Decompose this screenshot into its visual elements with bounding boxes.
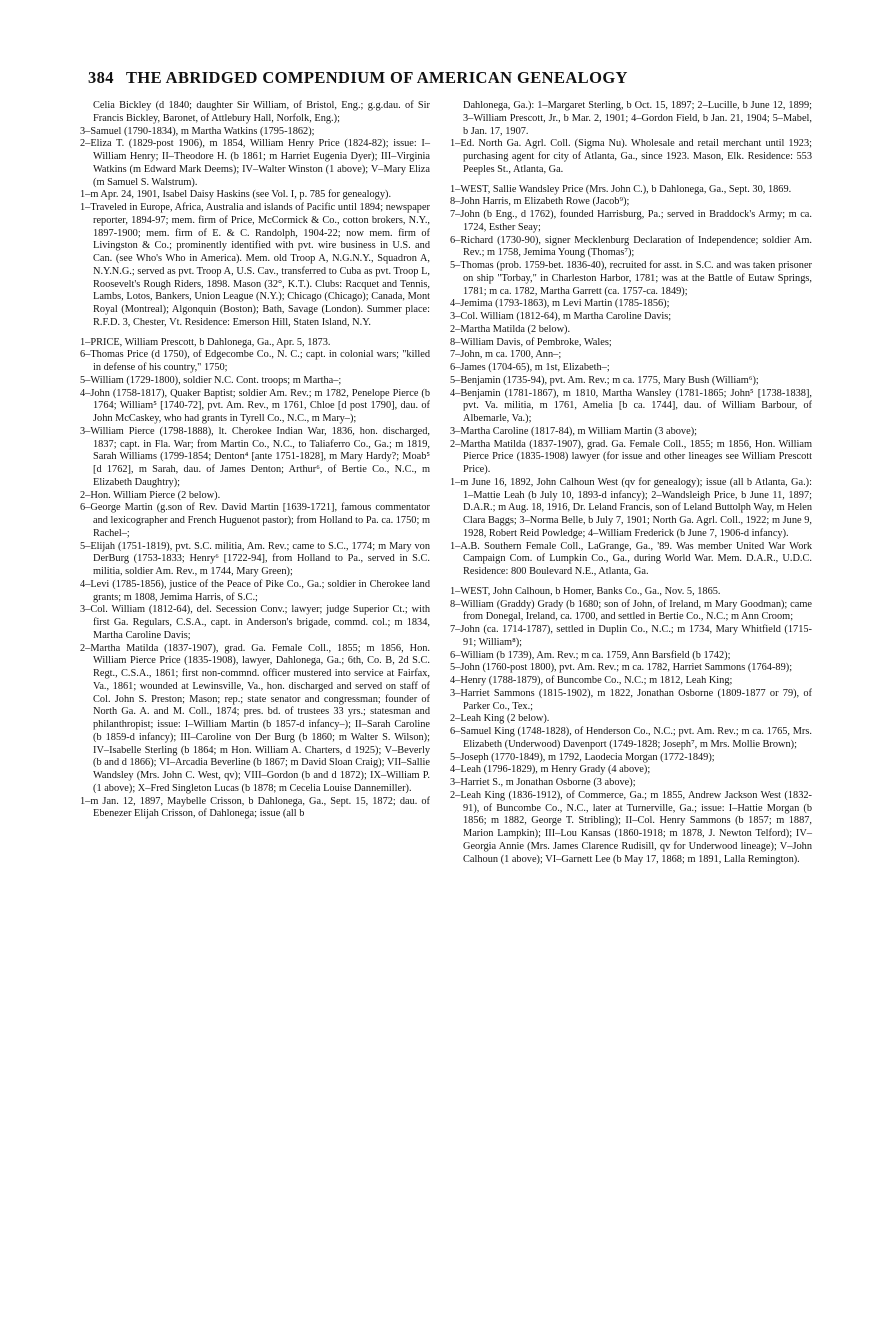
genealogy-entry: 3–Martha Caroline (1817-84), m William Martin (3 above);: [450, 425, 698, 437]
genealogy-entry: 6–Thomas Price (d 1750), of Edgecombe Co., N. C.; capt. in colonial wars; "killed in defense of his country," 1750;: [80, 349, 430, 373]
genealogy-entry: 2–Martha Matilda (2 below).: [450, 323, 571, 335]
genealogy-entry: 4–John (1758-1817), Quaker Baptist; soldier Am. Rev.; m 1782, Penelope Pierce (b 1764; William⁵ [1740-72], pvt. Am. Rev., m 1761, Chloe [d post 1790], dau. of John McCaskey, who had grants in Tyrell Co., N.C., m Mary–);: [80, 387, 430, 424]
genealogy-entry: 3–Col. William (1812-64), m Martha Caroline Davis;: [450, 311, 672, 322]
genealogy-entry: 8–William (Graddy) Grady (b 1680; son of John, of Ireland, m Mary Goodman); came from Donegal, Ireland, ca. 1700, and settled in Bertie Co., N.C.; m Ann Croom;: [450, 598, 812, 623]
running-title: THE ABRIDGED COMPENDIUM OF AMERICAN GENEALOGY: [126, 68, 628, 87]
genealogy-entry: 3–Harriet Sammons (1815-1902), m 1822, Jonathan Osborne (1809-1877 or 79), of Parker Co., Tex.;: [450, 687, 812, 712]
genealogy-entry: Dahlonega, Ga.): 1–Margaret Sterling, b Oct. 15, 1897; 2–Lucille, b June 12, 1899; 3–William Prescott, Jr., b Mar. 2, 1901; 4–Gordon Field, b Jan. 21, 1904; 5–Mabel, b Jan. 17, 1907.: [463, 100, 812, 137]
genealogy-entry: 2–Leah King (2 below).: [450, 713, 550, 725]
genealogy-entry: 1–Traveled in Europe, Africa, Australia and islands of Pacific until 1894; newspaper reporter, 1894-97; mem. firm of Price, McCormick & Co., cotton brokers, N.Y., 1897-1900; mem. firm of E. & C. Randolph, 1904-22; now mem. firm of Livingston & Co.; prominently identified with pvt. wire business in U.S. and Can. (see Who's Who in America). Mem. old Troop A, N.G.N.Y., Squadron A, N.Y.N.G.; served as pvt. Troop A, U.S. Cav., transferred to Cuba as pvt. Troop L, Roosevelt's Rough Riders, 1898. Mason (32°, K.T.). Clubs: Racquet and Tennis, Lambs, Lotos, Bankers, Union League (N.Y.); Chicago (Chicago); Canada, Mont Royal (Montreal); Algonquin (Boston); Bath, Savage (London). Summer place: R.F.D. 3, Chester, Vt. Residence: Emerson Hill, Staten Island, N.Y.: [80, 202, 430, 328]
genealogy-entry: 4–Leah (1796-1829), m Henry Grady (4 above);: [450, 764, 651, 776]
page-number: 384: [88, 68, 114, 87]
genealogy-entry: 6–George Martin (g.son of Rev. David Martin [1639-1721], famous commentator and lexicographer and French Huguenot pastor); from Holland to Pa. ca. 1750; m Rachel–;: [80, 502, 430, 539]
genealogy-entry: 5–John (1760-post 1800), pvt. Am. Rev.; m ca. 1782, Harriet Sammons (1764-89);: [450, 662, 793, 674]
genealogy-entry: 1–WEST, Sallie Wandsley Price (Mrs. John C.), b Dahlonega, Ga., Sept. 30, 1869.: [450, 183, 792, 195]
genealogy-entry: 4–Henry (1788-1879), of Buncombe Co., N.C.; m 1812, Leah King;: [450, 675, 733, 686]
genealogy-entry: 4–Levi (1785-1856), justice of the Peace of Pike Co., Ga.; soldier in Cherokee land grants; m 1808, Jemima Harris, of S.C.;: [80, 578, 430, 603]
genealogy-entry: 1–m June 16, 1892, John Calhoun West (qv for genealogy); issue (all b Atlanta, Ga.): 1–Mattie Leah (b July 10, 1893-d infancy); 2–Wandsleigh Price, b June 11, 1897; D.A.R.; m Aug. 18, 1916, Dr. Leland Francis, son of Leland Buttolph Way, m Helen Clara Baggs; 3–Norma Belle, b July 7, 1901; North Ga. Agrl. Coll., 1922; m June 9, 1928, Robert Reid Powledge; 4–William Frederick (b June 7, 1906-d infancy).: [450, 476, 812, 539]
genealogy-entry: 3–William Pierce (1798-1888), lt. Cherokee Indian War, 1836, hon. discharged, 1837; capt. in Fla. War; from Martin Co., N.C., to Taliaferro Co., Ga.; m 1819, Sarah Williams (1799-1854; Denton⁴ [ante 1751-1828], m Mary Hardy?; Moab⁵ [d 1762], m Sarah, dau. of James Denton; Arthur⁶, of Bertie Co., N.C., m Elizabeth Daughtry);: [80, 425, 430, 488]
genealogy-entry: 3–Col. William (1812-64), del. Secession Conv.; lawyer; judge Superior Ct.; with first Ga. Regulars, C.S.A., capt. in Anderson's brigade, commd. col.; m 1834, Martha Caroline Davis;: [80, 604, 430, 641]
genealogy-entry: 3–Samuel (1790-1834), m Martha Watkins (1795-1862);: [80, 125, 315, 137]
genealogy-entry: 8–William Davis, of Pembroke, Wales;: [450, 336, 612, 348]
genealogy-entry: 2–Leah King (1836-1912), of Commerce, Ga.; m 1855, Andrew Jackson West (1832-91), of Buncombe Co., N.C., later at Turnerville, Ga.; issue: I–Hattie Morgan (b 1856; m 1882, George T. Stribling); II–Col. Henry Sammons (b 1857; m 1887, Marion Lampkin); III–Lou Kansas (1860-1918; m 1878, J. Newton Telford); IV–Georgia Annie (Mrs. James Clarence Rudisill, qv for Underwood lineage); V–John Calhoun (1 above); VI–Garnett Lee (b May 17, 1868; m 1891, Lalla Remington).: [450, 789, 812, 865]
genealogy-entry: 7–John (b Eng., d 1762), founded Harrisburg, Pa.; served in Braddock's Army; m ca. 1724, Esther Seay;: [450, 209, 812, 233]
genealogy-entry: 4–Jemima (1793-1863), m Levi Martin (1785-1856);: [450, 298, 670, 310]
page-header: [88, 68, 828, 92]
genealogy-entry: 1–PRICE, William Prescott, b Dahlonega, Ga., Apr. 5, 1873.: [80, 336, 331, 348]
genealogy-entry: 5–Joseph (1770-1849), m 1792, Laodecia Morgan (1772-1849);: [450, 751, 715, 763]
genealogy-entry: 3–Harriet S., m Jonathan Osborne (3 above);: [450, 777, 636, 788]
genealogy-entry: 1–A.B. Southern Female Coll., LaGrange, Ga., '89. Was member United War Work Campaign Com. of Lumpkin Co., Ga., during World War. Mem. D.A.R., U.D.C. Residence: 800 Boulevard N.E., Atlanta, Ga.: [450, 540, 812, 577]
genealogy-entry: 6–Richard (1730-90), signer Mecklenburg Declaration of Independence; soldier Am. Rev.; m 1758, Jemima Young (Thomas⁷);: [450, 234, 812, 259]
genealogy-entry: 2–Hon. William Pierce (2 below).: [80, 489, 221, 501]
genealogy-entry: 2–Martha Matilda (1837-1907), grad. Ga. Female Coll., 1855; m 1856, Hon. William Pierce Price (1835-1908), lawyer, Dahlonega, Ga.; 6th, Co. B, 2d S.C. Regt., C.S.A., 1861; first non-commnd. officer mustered into service at Fairfax, Va., 1861; wounded at Lewinsville, Va., hon. discharged and served on staff of Col. John S. Preston; Mason; rep.; state senator and congressman; founder of North Ga. A. and M. Coll., 1874; pres. bd. of trustees 33 yrs.; statesman and philanthropist; issue: I–William Martin (b 1857-d infancy–); II–Sarah Caroline (b 1859-d infancy); III–Caroline von Der Burg (b 1860; m Walter S. Wilson); IV–Isabelle Sterling (b 1864; m Hon. William A. Charters, d 1925); V–Beverly (b and d 1866); VI–Arcadia Beverline (b 1867; m David Sloan Craig); VII–Sallie Wandsley (Mrs. John C. West, qv); VIII–Gordon (b and d 1872); IX–William P. (1 above); X–Fred Singleton Lucas (b 1878; m Cecelia Louise Dannemiller).: [80, 642, 430, 794]
genealogy-entry: 7–John, m ca. 1700, Ann–;: [450, 349, 562, 361]
genealogy-entry: 6–Samuel King (1748-1828), of Henderson Co., N.C.; pvt. Am. Rev.; m ca. 1765, Mrs. Elizabeth (Underwood) Davenport (1749-1828; Joseph⁷, m Mrs. Mollie Brown);: [450, 726, 812, 750]
genealogy-entry: 1–m Apr. 24, 1901, Isabel Daisy Haskins (see Vol. I, p. 785 for genealogy).: [80, 189, 392, 201]
genealogy-entry: 5–William (1729-1800), soldier N.C. Cont. troops; m Martha–;: [80, 374, 342, 386]
left-column: [80, 100, 430, 821]
genealogy-entry: 2–Eliza T. (1829-post 1906), m 1854, William Henry Price (1824-82); issue: I–William Henry; II–Theodore H. (b 1861; m Harriet Eugenia Dyer); III–Virginia Watkins (m Edward Mark Deems); IV–Walter Winston (1 above); V–Mary Eliza (m Samuel S. Walstrum).: [80, 138, 430, 188]
genealogy-entry: 2–Martha Matilda (1837-1907), grad. Ga. Female Coll., 1855; m 1856, Hon. William Pierce Price (1835-1908) lawyer (for issue and other lineages see William Prescott Price).: [450, 438, 812, 475]
right-column: [450, 100, 812, 866]
genealogy-entry: 4–Benjamin (1781-1867), m 1810, Martha Wansley (1781-1865; John⁵ [1738-1838], pvt. Va. militia, m 1761, Amelia [b ca. 1744], dau. of William Barbour, of Albemarle, Va.);: [450, 387, 812, 424]
genealogy-entry: 6–William (b 1739), Am. Rev.; m ca. 1759, Ann Barsfield (b 1742);: [450, 649, 731, 661]
genealogy-entry: 6–James (1704-65), m 1st, Elizabeth–;: [450, 362, 610, 373]
genealogy-entry: Celia Bickley (d 1840; daughter Sir William, of Bristol, Eng.; g.g.dau. of Sir Francis Bickley, Baronet, of Attlebury Hall, Norfolk, Eng.);: [93, 100, 430, 124]
genealogy-entry: 1–WEST, John Calhoun, b Homer, Banks Co., Ga., Nov. 5, 1865.: [450, 585, 721, 597]
genealogy-entry: 7–John (ca. 1714-1787), settled in Duplin Co., N.C.; m 1734, Mary Whitfield (1715-91; William⁸);: [450, 624, 812, 648]
genealogy-entry: 5–Benjamin (1735-94), pvt. Am. Rev.; m ca. 1775, Mary Bush (William⁶);: [450, 374, 759, 386]
genealogy-entry: 5–Elijah (1751-1819), pvt. S.C. militia, Am. Rev.; came to S.C., 1774; m Mary von DerBurg (1753-1833; Henry⁶ [1722-94], from Holland to Pa., served in S.C. militia, soldier Am. Rev., m 1744, Mary Green);: [80, 540, 430, 577]
genealogy-entry: 5–Thomas (prob. 1759-bet. 1836-40), recruited for asst. in S.C. and was taken prisoner on ship "Torbay," in Charleston Harbor, 1781; was at the Battle of Eutaw Springs, 1781; m ca. 1782, Martha Garrett (ca. 1757-ca. 1849);: [450, 260, 812, 297]
genealogy-entry: 1–m Jan. 12, 1897, Maybelle Crisson, b Dahlonega, Ga., Sept. 15, 1872; dau. of Ebenezer Elijah Crisson, of Dahlonega; issue (all b: [80, 795, 430, 820]
genealogy-entry: 8–John Harris, m Elizabeth Rowe (Jacob⁹);: [450, 196, 630, 208]
genealogy-entry: 1–Ed. North Ga. Agrl. Coll. (Sigma Nu). Wholesale and retail merchant until 1923; purchasing agent for city of Atlanta, Ga., since 1923. Mason, Elk. Residence: 553 Peeples St., Atlanta, Ga.: [450, 138, 812, 175]
